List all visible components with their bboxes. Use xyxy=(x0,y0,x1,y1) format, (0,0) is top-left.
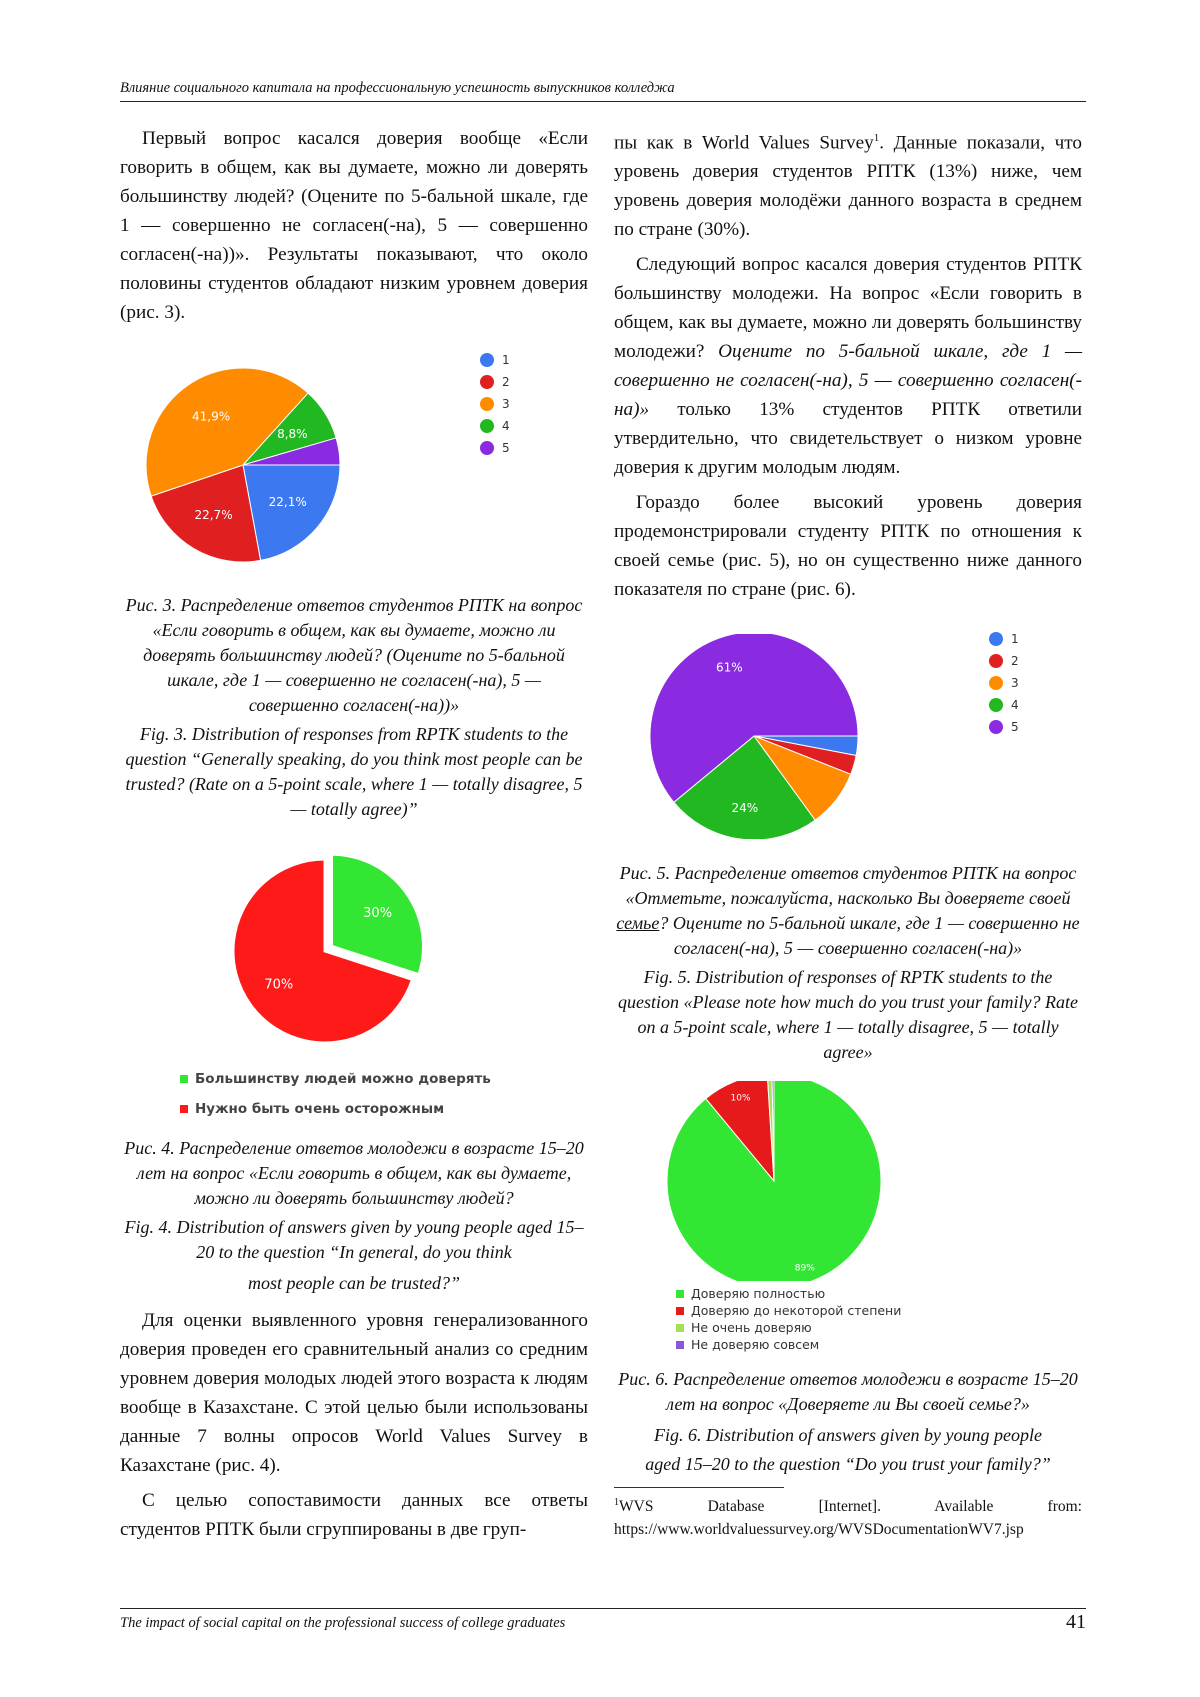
legend-item: 4 xyxy=(989,694,1019,716)
paragraph: Гораздо более высокий уровень доверия продемонстрировали студенту РПТК по отношения к своей семье (рис. 5), но он существенно ниже данного показателя по стране (рис. 6). xyxy=(614,492,1082,601)
legend-swatch xyxy=(180,1105,188,1113)
legend-item: 3 xyxy=(989,672,1019,694)
fig5-caption-en: Fig. 5. Distribution of responses of RPTK students to the question «Please note how much do you trust your family? Rate on a 5-point scale, where 1 — totally disagree, 5 — totally agree» xyxy=(618,967,1078,1063)
pie-label-3: 41,9% xyxy=(191,409,231,424)
legend-swatch xyxy=(989,632,1003,646)
page-footer xyxy=(120,1608,1086,1632)
legend-item: Не очень доверяю xyxy=(676,1319,1082,1336)
footnote: $^1$WVS Database [Internet]. Available from: https://www.worldvaluessurvey.org/WVSDocumentationWV7.jsp xyxy=(614,1497,1082,1538)
legend-swatch xyxy=(480,353,494,367)
legend-swatch xyxy=(676,1307,684,1315)
legend-item: 1 xyxy=(480,349,510,371)
legend-item: 2 xyxy=(480,371,510,393)
paragraph: Для оценки выявленного уровня генерализованного доверия проведен его сравнительный анализ со средним уровнем доверия молодых людей этого возраста к людям вообще в Казахстане. С этой целью были использованы данные 7 волны опросов World Values Survey в Казахстане (рис. 4). xyxy=(120,1310,588,1476)
legend-item: 3 xyxy=(480,393,510,415)
fig4-legend xyxy=(180,1064,588,1124)
running-header xyxy=(120,80,1086,102)
fig5-caption-ru: Рис. 5. Распределение ответов студентов РПТК на вопрос «Отметьте, пожалуйста, насколько Вы доверяете своей семье? Оцените по 5-бальной шкале, где 1 — совершенно не согласен(-на), 5 — совершенно согласен(-на)» xyxy=(616,863,1080,959)
fig6-pie-chart xyxy=(614,1081,1082,1281)
pie-label-4: 8,8% xyxy=(277,427,308,442)
paragraph: Следующий вопрос касался доверия студентов РПТК большинству молодежи. На вопрос «Если говорить в общем, как вы думаете, можно ли доверять большинству молодежи? Оцените по 5-бальной шкале, где 1 — совершенно не согласен(-на), 5 — совершенно согласен(-на)» только 13% студентов РПТК ответили утвердительно, что свидетельствует о низком уровне доверия к другим молодым людям. xyxy=(614,254,1083,479)
figure-6 xyxy=(614,1081,1082,1281)
legend-swatch xyxy=(989,676,1003,690)
fig6-caption-en-1: Fig. 6. Distribution of answers given by young people xyxy=(654,1425,1042,1446)
fig4-pie-chart xyxy=(120,844,588,1052)
footer-title: The impact of social capital on the professional success of college graduates xyxy=(120,1615,566,1631)
fig3-legend xyxy=(480,349,510,459)
legend-item: Нужно быть очень осторожным xyxy=(180,1094,588,1124)
legend-item: Доверяю полностью xyxy=(676,1285,1082,1302)
pie-label-2: 70% xyxy=(264,977,294,993)
fig4-caption-en-2: most people can be trusted?” xyxy=(248,1273,460,1293)
legend-item: 5 xyxy=(989,716,1019,738)
fig4-caption-ru: Рис. 4. Распределение ответов молодежи в возрасте 15–20 лет на вопрос «Если говорить в общем, как вы думаете, можно ли доверять большинству людей? xyxy=(124,1138,584,1208)
legend-item: Большинству людей можно доверять xyxy=(180,1064,588,1094)
legend-swatch xyxy=(480,441,494,455)
legend-swatch xyxy=(989,654,1003,668)
figure-3 xyxy=(120,349,588,581)
paragraph: С целью сопоставимости данных все ответы студентов РПТК были сгруппированы в две груп- xyxy=(120,1490,588,1540)
legend-swatch xyxy=(989,720,1003,734)
figure-4 xyxy=(120,844,588,1052)
legend-swatch xyxy=(480,397,494,411)
legend-swatch xyxy=(480,419,494,433)
paragraph: Первый вопрос касался доверия вообще «Если говорить в общем, как вы думаете, можно ли доверять большинству людей? (Оцените по 5-бальной шкале, где 1 — совершенно не согласен(-на), 5 — совершенно согласен(-на))». Результаты показывают, что около половины студентов обладают низким уровнем доверия (рис. 3). xyxy=(120,128,588,323)
pie-label-2: 22,7% xyxy=(194,508,233,523)
legend-swatch xyxy=(676,1324,684,1332)
paragraph: пы как в World Values Survey$^1$. Данные показали, что уровень доверия студентов РПТК (13%) ниже, чем уровень доверия молодёжи данного возраста в среднем по стране (30%). xyxy=(614,132,1082,241)
figure-5 xyxy=(614,634,1082,839)
pie-label-4: 24% xyxy=(731,801,759,816)
fig3-caption-en: Fig. 3. Distribution of responses from RPTK students to the question “Generally speaking, do you think most people can be trusted? (Rate on a 5-point scale, where 1 — totally disagree, 5 — totally agree)” xyxy=(125,724,583,819)
pie-label-2: 10% xyxy=(730,1093,751,1104)
fig6-legend xyxy=(676,1285,1082,1353)
right-column xyxy=(614,124,1082,1541)
legend-item: 2 xyxy=(989,650,1019,672)
fig3-pie-chart xyxy=(120,349,588,581)
pie-label-1: 22,1% xyxy=(268,495,307,510)
legend-swatch xyxy=(676,1290,684,1298)
legend-swatch xyxy=(989,698,1003,712)
page-number: 41 xyxy=(1066,1611,1086,1633)
fig3-caption-ru: Рис. 3. Распределение ответов студентов РПТК на вопрос «Если говорить в общем, как вы думаете, можно ли доверять большинству людей? (Оцените по 5-бальной шкале, где 1 — совершенно не согласен(-на), 5 — совершенно согласен(-на))» xyxy=(125,595,583,715)
legend-swatch xyxy=(180,1075,188,1083)
legend-swatch xyxy=(676,1341,684,1349)
pie-label-1: 30% xyxy=(363,905,393,921)
fig6-caption-en-2: aged 15–20 to the question “Do you trust your family?” xyxy=(645,1454,1051,1475)
legend-swatch xyxy=(480,375,494,389)
running-title: Влияние социального капитала на профессиональную успешность выпускников колледжа xyxy=(120,80,675,96)
pie-label-5: 61% xyxy=(716,660,743,675)
pie-label-1: 89% xyxy=(794,1263,815,1274)
legend-item: 1 xyxy=(989,628,1019,650)
legend-item: 5 xyxy=(480,437,510,459)
fig6-caption-ru: Рис. 6. Распределение ответов молодежи в возрасте 15–20 лет на вопрос «Доверяете ли Вы своей семье?» xyxy=(618,1369,1078,1415)
fig5-legend xyxy=(989,628,1019,738)
legend-item: 4 xyxy=(480,415,510,437)
legend-item: Не доверяю совсем xyxy=(676,1336,1082,1353)
legend-item: Доверяю до некоторой степени xyxy=(676,1302,1082,1319)
fig4-caption-en-1: Fig. 4. Distribution of answers given by young people aged 15–20 to the question “In general, do you think xyxy=(124,1217,584,1262)
left-column xyxy=(120,124,588,1544)
